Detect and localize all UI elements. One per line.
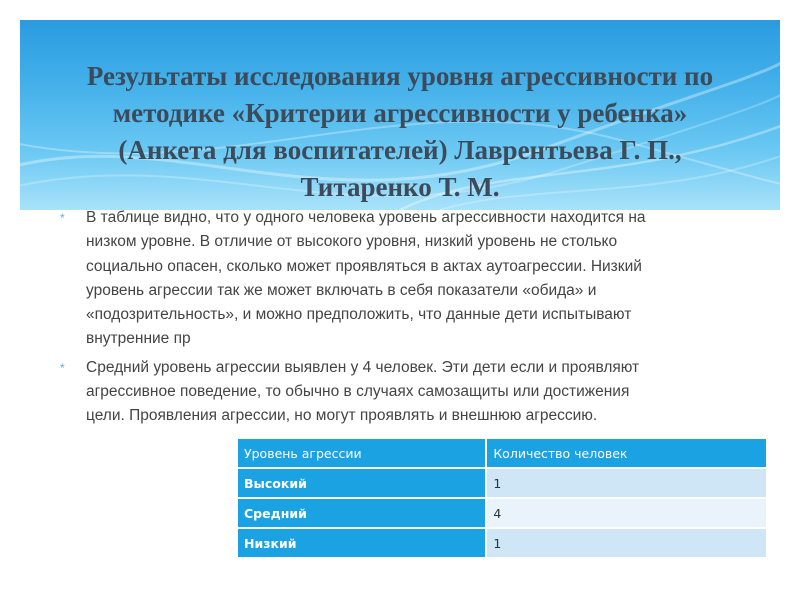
table-cell-count: 1 — [486, 468, 767, 498]
table-header-count: Количество человек — [486, 438, 767, 468]
title-line: Титаренко Т. М. — [300, 172, 500, 202]
bullet-list — [56, 206, 756, 433]
bullet-line: уровень агрессии так же может включать в себя показатели «обида» и — [86, 281, 597, 299]
table-cell-count: 1 — [486, 528, 767, 558]
title-line: методике «Критерии агрессивности у ребенка» — [112, 98, 688, 128]
slide-title — [50, 58, 750, 206]
bullet-text — [86, 206, 756, 352]
bullet-line: Средний уровень агрессии выявлен у 4 человек. Эти дети если и проявляют — [86, 358, 640, 376]
title-line: Результаты исследования уровня агрессивности по — [86, 61, 714, 91]
table-row — [237, 498, 767, 528]
bullet-line: социально опасен, сколько может проявляться в актах аутоагрессии. Низкий — [86, 257, 642, 275]
slide — [20, 20, 780, 580]
header-banner — [20, 20, 780, 210]
table-header-row — [237, 438, 767, 468]
bullet-line: В таблице видно, что у одного человека уровень агрессивности находится на — [86, 209, 646, 226]
bullet-line: цели. Проявления агрессии, но могут проявлять и внешнюю агрессию. — [86, 407, 598, 425]
table-row — [237, 468, 767, 498]
bullet-line: агрессивное поведение, то обычно в случаях самозащиты или достижения — [86, 383, 630, 401]
table-cell-level: Высокий — [237, 468, 486, 498]
aggression-table — [236, 437, 768, 559]
table-cell-count: 4 — [486, 498, 767, 528]
bullet-item — [56, 356, 756, 429]
bullet-line: низком уровне. В отличие от высокого уровня, низкий уровень не столько — [86, 233, 618, 251]
bullet-line: «подозрительность», и можно предположить, что данные дети испытывают — [86, 306, 632, 324]
bullet-line: внутренние пр — [86, 330, 191, 348]
bullet-icon: * — [60, 360, 65, 375]
table-row — [237, 528, 767, 558]
bullet-item — [56, 206, 756, 352]
table-cell-level: Низкий — [237, 528, 486, 558]
bullet-text — [86, 356, 756, 429]
title-line: (Анкета для воспитателей) Лаврентьева Г. П., — [118, 135, 682, 165]
bullet-icon: * — [60, 211, 65, 225]
table-header-level: Уровень агрессии — [237, 438, 486, 468]
table-cell-level: Средний — [237, 498, 486, 528]
